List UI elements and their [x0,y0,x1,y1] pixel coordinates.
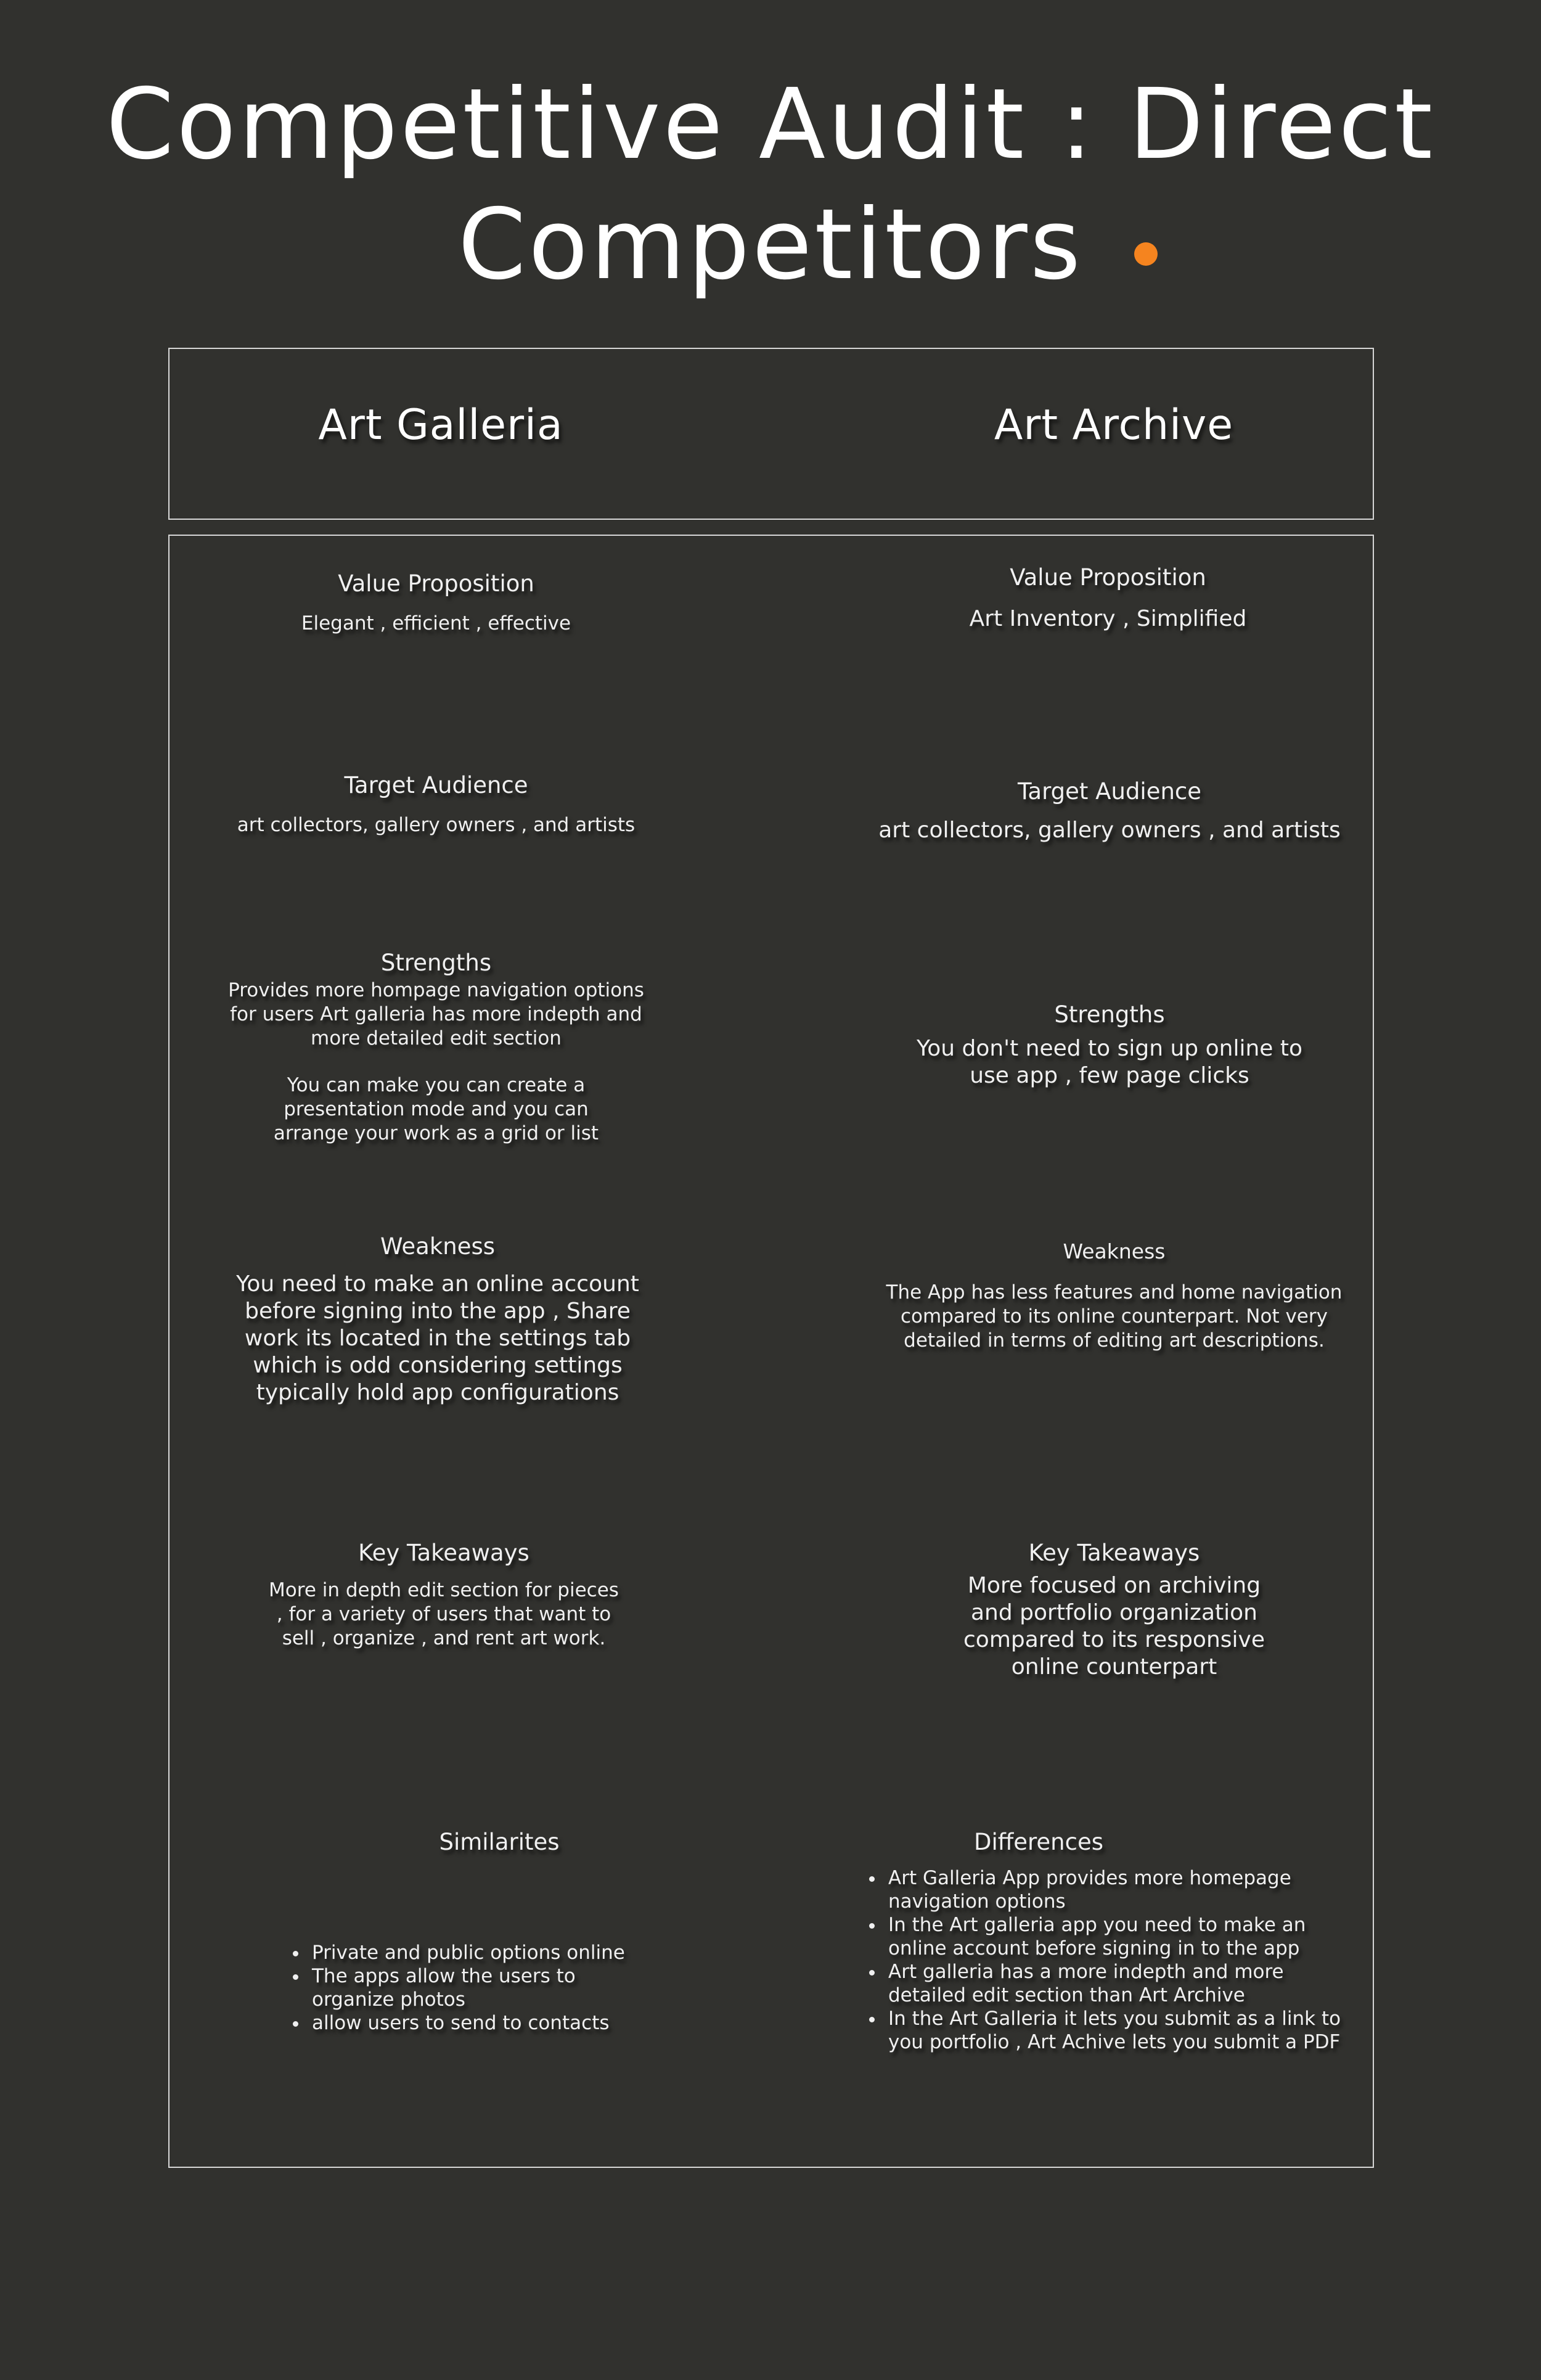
galleria-key-takeaways [265,1540,623,1651]
galleria-weakness [228,1233,647,1406]
archive-key-takeaways-heading: Key Takeaways [1028,1540,1200,1566]
archive-strengths [906,1001,1313,1089]
galleria-target-audience-text: art collectors, gallery owners , and artists [237,814,636,836]
similarities-item: • Private and public options online [308,1941,660,1964]
archive-key-takeaways [962,1540,1267,1681]
archive-strengths-text: You don't need to sign up online to use app , few page clicks [916,1036,1302,1088]
galleria-strengths [228,950,644,1146]
archive-weakness [881,1239,1347,1353]
galleria-similarities [277,1829,660,2035]
galleria-target-audience-heading: Target Audience [344,772,528,798]
galleria-similarities-heading: Similarites [439,1829,560,1855]
archive-key-takeaways-text: More focused on archiving and portfolio organization compared to its responsive online counterpart [963,1573,1265,1680]
column-title-art-galleria: Art Galleria [318,401,563,449]
galleria-weakness-text: You need to make an online account before signing into the app , Share work its located in the settings tab which is odd considering settings typically hold app configurations [236,1271,639,1405]
differences-item: • Art galleria has a more indepth and more detailed edit section than Art Archive [885,1960,1347,2007]
differences-list [854,1866,1347,2054]
galleria-key-takeaways-heading: Key Takeaways [358,1540,529,1566]
accent-dot-icon [1134,242,1158,266]
archive-value-proposition [863,564,1353,633]
galleria-value-proposition-heading: Value Proposition [338,570,534,597]
archive-value-proposition-text: Art Inventory , Simplified [969,606,1247,631]
similarities-item: • The apps allow the users to organize photos [308,1964,660,2011]
similarities-item: • allow users to send to contacts [308,2011,660,2035]
page-title-line-1: Competitive Audit : Direct [105,68,1436,181]
galleria-value-proposition-text: Elegant , efficient , effective [301,612,571,634]
archive-differences [854,1829,1347,2054]
similarities-list [277,1941,660,2035]
archive-strengths-heading: Strengths [1054,1001,1165,1028]
galleria-strengths-text-1: Provides more hompage navigation options for users Art galleria has more indepth and more detailed edit section [228,979,644,1049]
differences-item: • Art Galleria App provides more homepage navigation options [885,1866,1347,1913]
galleria-weakness-heading: Weakness [380,1233,496,1260]
archive-target-audience-heading: Target Audience [1017,778,1202,805]
page-title [0,65,1541,305]
archive-target-audience [863,778,1356,844]
archive-value-proposition-heading: Value Proposition [1010,564,1206,591]
column-title-art-archive: Art Archive [994,401,1234,449]
galleria-key-takeaways-text: More in depth edit section for pieces , for a variety of users that want to sell , organize , and rent art work. [269,1579,619,1649]
page-title-line-2: Competitors [457,188,1084,302]
galleria-value-proposition [191,570,681,636]
archive-target-audience-text: art collectors, gallery owners , and artists [878,818,1341,843]
galleria-strengths-text-2: You can make you can create a presentation mode and you can arrange your work as a grid or list [273,1074,599,1144]
archive-weakness-text: The App has less features and home navigation compared to its online counterpart. Not very detailed in terms of editing art descriptions. [886,1281,1343,1352]
galleria-strengths-heading: Strengths [380,950,492,976]
galleria-target-audience [191,772,681,837]
archive-weakness-heading: Weakness [1063,1239,1166,1263]
archive-differences-heading: Differences [973,1829,1104,1855]
differences-item: • In the Art Galleria it lets you submit as a link to you portfolio , Art Achive lets you submit a PDF [885,2007,1347,2054]
differences-item: • In the Art galleria app you need to make an online account before signing in to the app [885,1913,1347,1960]
